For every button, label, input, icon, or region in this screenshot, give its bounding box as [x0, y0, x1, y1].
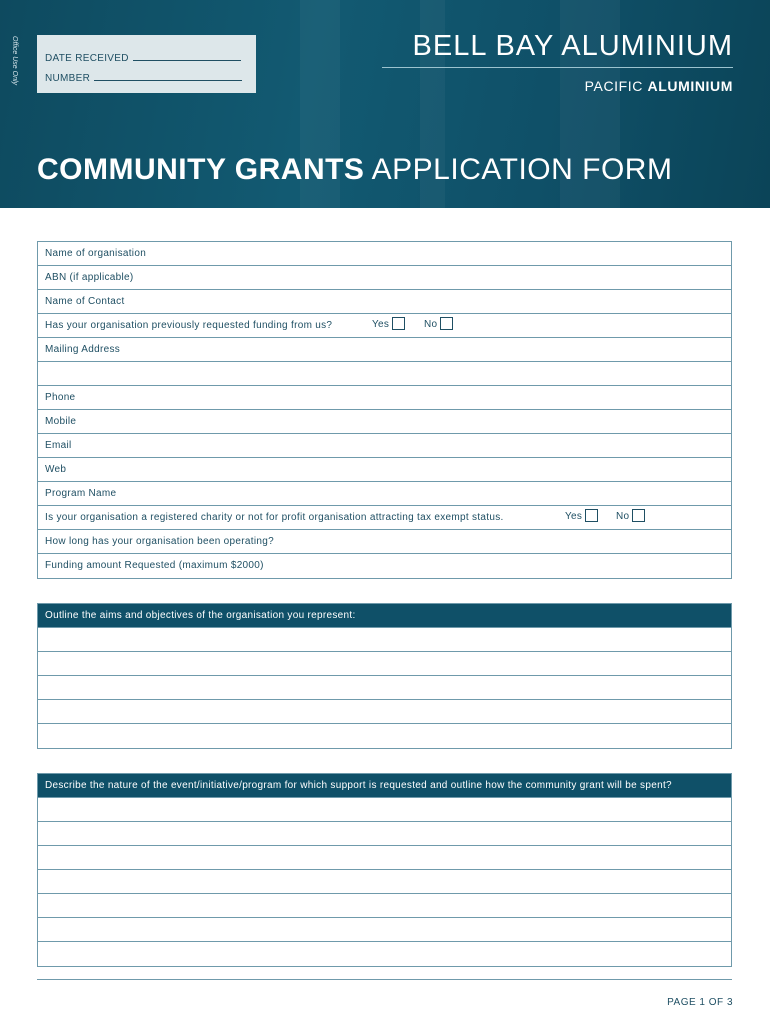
field-label: Email	[45, 440, 72, 451]
aims-header-text: Outline the aims and objectives of the organisation you represent:	[45, 610, 356, 621]
aims-header	[38, 604, 731, 628]
charity-status-yes	[565, 510, 598, 523]
number-row	[45, 73, 242, 84]
brand-sub-bold: ALUMINIUM	[647, 78, 733, 94]
field-label: Funding amount Requested (maximum $2000)	[45, 560, 264, 571]
describe-line[interactable]	[38, 798, 731, 822]
describe-header	[38, 774, 731, 798]
charity-status-no	[616, 510, 645, 523]
describe-line[interactable]	[38, 894, 731, 918]
office-use-side-label	[4, 36, 18, 96]
details-table	[37, 241, 732, 579]
field-row-program-name[interactable]	[38, 482, 731, 506]
aims-line[interactable]	[38, 700, 731, 724]
describe-line[interactable]	[38, 846, 731, 870]
field-label: Web	[45, 464, 67, 475]
brand-divider	[382, 67, 733, 68]
office-use-text: Office Use Only	[11, 36, 18, 86]
charity-status-yes-checkbox[interactable]	[585, 509, 598, 522]
aims-line[interactable]	[38, 628, 731, 652]
date-received-field[interactable]	[133, 60, 241, 61]
checkbox-label: Yes	[372, 319, 390, 331]
describe-section	[37, 773, 732, 967]
charity-status-no-checkbox[interactable]	[632, 509, 645, 522]
number-field[interactable]	[94, 80, 242, 81]
page-title	[37, 153, 672, 187]
brand-sub-prefix: PACIFIC	[584, 78, 643, 94]
field-label: Name of organisation	[45, 248, 147, 259]
field-row-abn[interactable]	[38, 266, 731, 290]
field-row-charity-status	[38, 506, 731, 530]
aims-section	[37, 603, 732, 749]
checkbox-label: No	[616, 511, 630, 523]
field-label: Mobile	[45, 416, 77, 427]
number-label: NUMBER	[45, 73, 91, 84]
field-row-contact-name[interactable]	[38, 290, 731, 314]
page-header	[0, 0, 770, 208]
field-row-funding-amount[interactable]	[38, 554, 731, 578]
field-row-email[interactable]	[38, 434, 731, 458]
field-label: Is your organisation a registered charity or not for profit organisation attracting tax exempt status.	[45, 512, 504, 523]
brand-name: BELL BAY ALUMINIUM	[412, 30, 733, 62]
field-label: Program Name	[45, 488, 117, 499]
field-label: How long has your organisation been operating?	[45, 536, 274, 547]
title-rest: APPLICATION FORM	[371, 153, 673, 186]
page-number: PAGE 1 OF 3	[667, 997, 733, 1008]
footer-divider	[37, 979, 732, 980]
describe-line[interactable]	[38, 822, 731, 846]
field-label: Mailing Address	[45, 344, 121, 355]
previous-funding-yes-checkbox[interactable]	[392, 317, 405, 330]
field-row-web[interactable]	[38, 458, 731, 482]
field-row-phone[interactable]	[38, 386, 731, 410]
date-received-row	[45, 53, 241, 64]
date-received-label: DATE RECEIVED	[45, 53, 129, 64]
field-row-previous-funding	[38, 314, 731, 338]
brand-subtitle	[585, 78, 733, 94]
field-row-years-operating[interactable]	[38, 530, 731, 554]
field-label: Phone	[45, 392, 76, 403]
field-label: Has your organisation previously requested funding from us?	[45, 320, 333, 331]
field-row-mailing-address-cont[interactable]	[38, 362, 731, 386]
field-row-mobile[interactable]	[38, 410, 731, 434]
checkbox-label: No	[424, 319, 438, 331]
aims-line[interactable]	[38, 652, 731, 676]
field-label: Name of Contact	[45, 296, 125, 307]
title-bold: COMMUNITY GRANTS	[37, 153, 365, 186]
describe-line[interactable]	[38, 918, 731, 942]
previous-funding-no-checkbox[interactable]	[440, 317, 453, 330]
field-row-mailing-address[interactable]	[38, 338, 731, 362]
checkbox-label: Yes	[565, 511, 583, 523]
brand-logo	[412, 30, 733, 94]
aims-line[interactable]	[38, 724, 731, 748]
aims-line[interactable]	[38, 676, 731, 700]
describe-header-text: Describe the nature of the event/initiative/program for which support is requested and outline how the community grant will be spent?	[45, 780, 672, 791]
field-label: ABN (if applicable)	[45, 272, 134, 283]
describe-line[interactable]	[38, 942, 731, 966]
previous-funding-no	[424, 318, 453, 331]
previous-funding-yes	[372, 318, 405, 331]
describe-line[interactable]	[38, 870, 731, 894]
office-use-box	[37, 35, 256, 93]
field-row-organisation-name[interactable]	[38, 242, 731, 266]
